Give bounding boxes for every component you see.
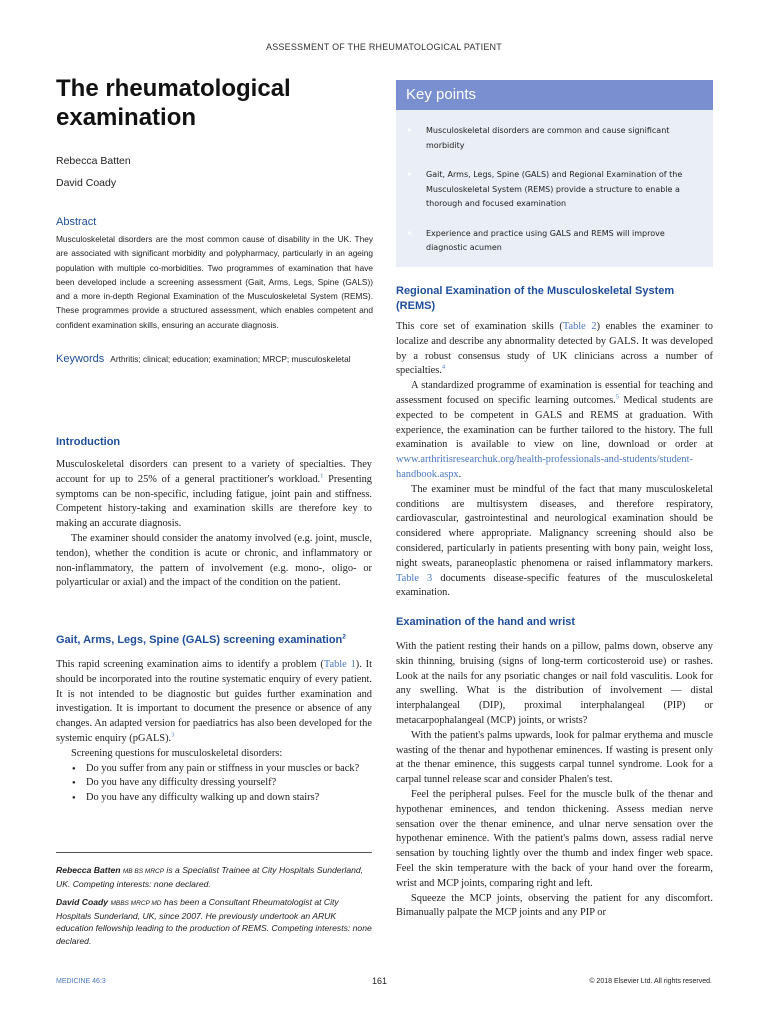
keywords-label: Keywords <box>56 353 105 365</box>
author-list <box>56 150 131 194</box>
gals-paragraph: Screening questions for musculoskeletal disorders: <box>71 747 283 759</box>
list-item: ● Do you have any difficulty dressing yourself? <box>72 776 372 791</box>
author-name: Rebecca Batten <box>56 155 131 167</box>
hand-paragraph: With the patient resting their hands on a pillow, palms down, observe any skin thinning, bruising (signs of long-term corticosteroid use) or rashes. Look at the nails for any psoriatic changes or nail fold vasculitis. Look for any swelling. What is the distribution of involvement — distal interphalangeal (DIP), proximal interphalangeal (PIP) or metacarpophalangeal (MCP) joints, or wrists? <box>396 641 713 726</box>
table-3-link[interactable]: Table 3 <box>396 572 433 584</box>
list-item: • Experience and practice using GALS and REMS will improve diagnostic acumen <box>406 227 699 256</box>
rems-paragraph: A standardized programme of examination is essential for teaching and assessment focused on specific learning outcomes.$^5$ Medical students are expected to be competent in GALS and REMS at graduation. With experience, the examination can be further tailored to the history. The full examination is available to view on line, download or order at www.arthritisresearchuk.org/health-professionals-and-students/student-handbook.aspx. <box>396 380 713 480</box>
running-head: ASSESSMENT OF THE RHEUMATOLOGICAL PATIENT <box>266 42 502 52</box>
intro-heading: Introduction <box>56 436 121 448</box>
keywords-text: Arthritis; clinical; education; examination; MRCP; musculoskeletal <box>110 354 351 364</box>
abstract-text: Musculoskeletal disorders are the most common cause of disability in the UK. They are associated with significant morbidity and polypharmacy, particularly in an ageing population with multiple co-morbidities. Two programmes of examination that have been developed include a screening assessment (Gait, Arms, Legs, Spine (GALS)) and a more in-depth Regional Examination of the Musculoskeletal System (REMS). These programmes provide a structured assessment, which enables competent and confident examination skills, ensuring an accurate diagnosis. <box>56 234 373 330</box>
hand-paragraph: Feel the peripheral pulses. Feel for the muscle bulk of the thenar and hypothenar eminences, and tendon thickening. Assess median nerve sensation over the thenar eminence, and ulnar nerve sensation over the hypothenar eminence. With the patient's palms down, assess radial nerve sensation by touching lightly over the thumb and index finger web space. Feel the skin temperature with the back of your hand over the forearm, wrist and MCP joints, comparing right and left. <box>396 788 713 889</box>
keywords <box>56 352 373 366</box>
table-1-link[interactable]: Table 1 <box>323 659 356 670</box>
list-item: ● Do you have any difficulty walking up and down stairs? <box>72 791 372 806</box>
key-points-list <box>396 110 713 256</box>
screening-questions-list <box>56 762 372 806</box>
table-2-link[interactable]: Table 2 <box>562 321 597 332</box>
rems-paragraph: This core set of examination skills (Table 2) enables the examiner to localize and describe any abnormality detected by GALS. It was developed by a robust consensus study of UK clinicians across a number of specialties.$^4$ <box>396 321 713 377</box>
author-bio: Rebecca Batten MB BS MRCP is a Specialist Trainee at City Hospitals Sunderland, UK. Competing interests: none declared. <box>56 865 364 890</box>
page-number: 161 <box>372 976 388 986</box>
intro-paragraph: Musculoskeletal disorders can present to a variety of specialties. They account for up to 25% of a general practitioner's workload.$^1$ Presenting symptoms can be non-specific, including fatigue, joint pain and stiffness. Competent history-taking and examination skills are therefore key to making an accurate diagnosis. <box>56 459 373 530</box>
rems-heading: Regional Examination of the Musculoskeletal System (REMS) <box>396 285 675 312</box>
article-title: The rheumatological examination <box>56 75 291 131</box>
hand-paragraph: Squeeze the MCP joints, observing the patient for any discomfort. Bimanually palpate the MCP joints and any PIP or <box>396 892 713 919</box>
list-item: • Gait, Arms, Legs, Spine (GALS) and Regional Examination of the Musculoskeletal System (REMS) provide a structure to enable a thorough and focused examination <box>406 168 699 212</box>
gals-section <box>56 658 372 806</box>
intro-section <box>56 458 372 591</box>
ref-link[interactable]: 1 <box>320 472 324 480</box>
ref-link[interactable]: 3 <box>171 731 175 739</box>
key-points-box <box>396 80 713 267</box>
footnote-divider <box>56 852 372 853</box>
gals-heading: Gait, Arms, Legs, Spine (GALS) screening examination$^2$ <box>56 633 346 646</box>
ref-link[interactable]: 2 <box>342 633 346 641</box>
journal-citation: MEDICINE 46:3 <box>56 978 106 985</box>
hand-wrist-section <box>396 640 713 921</box>
author-bio: David Coady MBBS MRCP MD has been a Consultant Rheumatologist at City Hospitals Sunderland, UK, since 2007. He previously undertook an ARUK education fellowship leading to the production of REMS. Competing interests: none declared. <box>56 897 372 946</box>
hand-wrist-heading: Examination of the hand and wrist <box>396 616 576 628</box>
arthritis-research-link[interactable]: www.arthritisresearchuk.org/health-professionals-and-students/student-handbook.aspx <box>396 454 693 480</box>
intro-paragraph: The examiner should consider the anatomy involved (e.g. joint, muscle, tendon), whether the condition is acute or chronic, and inflammatory or non-inflammatory, the pattern of involvement (e.g. mono-, oligo- or polyarticular or axial) and the impact of the condition on the patient. <box>56 532 372 589</box>
gals-paragraph: This rapid screening examination aims to identify a problem (Table 1). It should be incorporated into the routine systematic enquiry of every patient. It is not intended to be diagnostic but guides further examination and investigation. It is important to document the presence or absence of any changes. An adapted version for paediatrics has also been developed for the systemic enquiry (pGALS).$^3$ <box>56 659 372 744</box>
rems-paragraph: The examiner must be mindful of the fact that many musculoskeletal conditions are multisystem diseases, and therefore respiratory, cardiovascular, gastrointestinal and neurological examination should be considered where appropriate. Malignancy screening should also be considered, particularly in patients presenting with bony pain, weight loss, night sweats, paraneoplastic phenomena or raised inflammatory markers. Table 3 documents disease-specific features of the musculoskeletal examination. <box>396 483 713 599</box>
copyright-notice: © 2018 Elsevier Ltd. All rights reserved. <box>589 978 712 985</box>
rems-section <box>396 320 713 601</box>
list-item: ● Do you suffer from any pain or stiffness in your muscles or back? <box>72 762 372 777</box>
ref-link[interactable]: 5 <box>615 393 619 401</box>
author-name: David Coady <box>56 177 117 189</box>
hand-paragraph: With the patient's palms upwards, look for palmar erythema and muscle wasting of the thenar and hypothenar eminences. If wasting is present only at the thenar eminence, this suggests carpal tunnel syndrome. Look for a carpal tunnel release scar and consider Phalen's test. <box>396 729 713 786</box>
ref-link[interactable]: 4 <box>441 363 446 371</box>
key-points-heading: Key points <box>396 80 713 110</box>
list-item: • Musculoskeletal disorders are common and cause significant morbidity <box>406 124 699 153</box>
abstract-heading: Abstract <box>56 216 97 228</box>
